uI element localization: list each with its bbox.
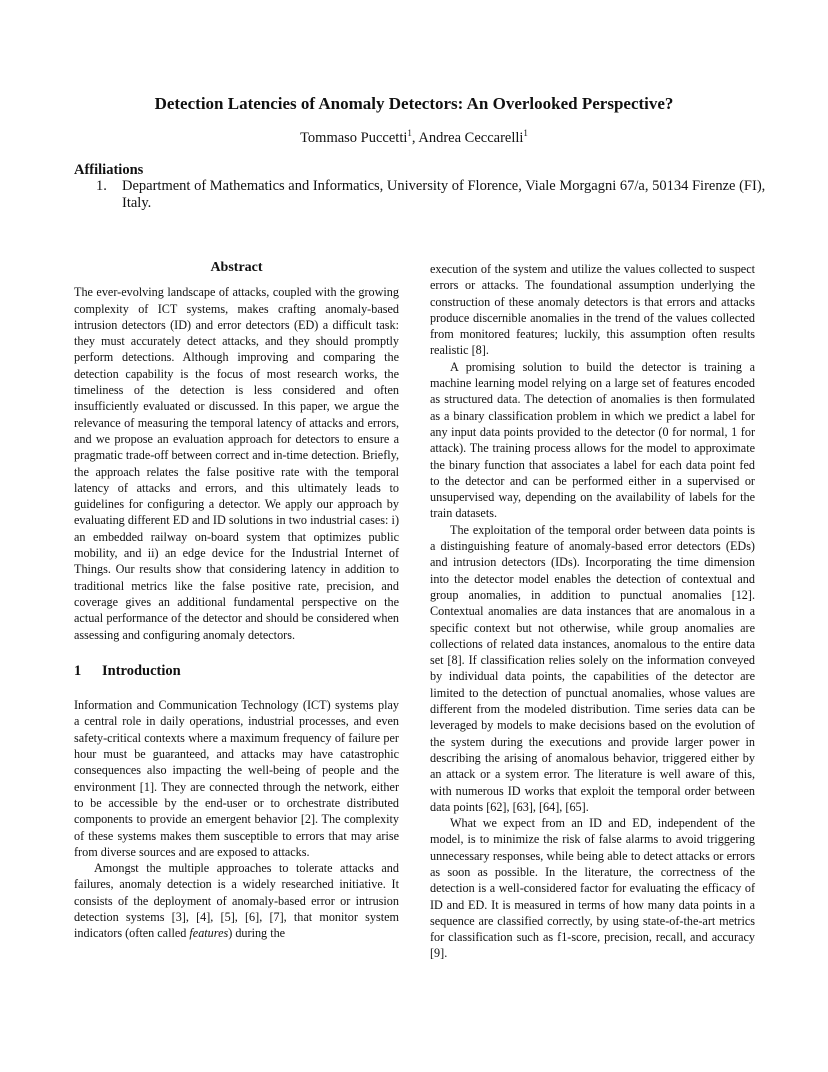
paragraph: execution of the system and utilize the values collected to suspect errors or attacks. The foundational assumption underlying the construction of these anomaly detectors is that errors and attacks produce discernible anomalies in the trend of the values collected from monitored features; luckily, this assumption often results realistic [8]. — [430, 262, 755, 358]
emphasized-term: features — [189, 926, 229, 941]
paragraph: The exploitation of the temporal order between data points is a distinguishing feature of anomaly-based error detectors (EDs) and intrusion detectors (IDs). Incorporating the time dimension into the detector model enables the detection of contextual and group anomalies, in addition to punctual anomalies [12]. Contextual anomalies are data instances that are anomalous in a specific context but not otherwise, while group anomalies are collections of related data instances, anomalous to the entire data set [8]. If classification relies solely on the information conveyed by individual data points, the capabilities of the detector are limited to the detection of punctual anomalies, whose values are different from the modeled distribution. Time series data can be leveraged by models to make decisions based on the evolution of the system during the executions and provide larger power in describing the arising of anomalous behavior, triggered either by an attack or a system error. The literature is well aware of this, with numerous ID works that exploit the temporal order between data points [62], [63], [64], [65]. — [430, 522, 755, 814]
affiliation-text: Department of Mathematics and Informatics, University of Florence, Viale Morgagni 67/a, 50134 Firenze (FI), Italy. — [122, 178, 766, 211]
author-separator: , — [411, 129, 419, 146]
author-name: Andrea Ceccarelli — [418, 129, 524, 146]
paragraph: A promising solution to build the detector is training a machine learning model relying on a large set of features encoded as structured data. The detection of anomalies is then formulated as a binary classification problem in which we predict a label for any input data points provided to the detector (0 for normal, 1 for attack). The training process allows for the model to approximate the binary function that associates a label for each data point fed to the detector and can be performed either in a supervised or unsupervised way, depending on the availability of labels for the train datasets. — [430, 359, 755, 521]
paper-title: Detection Latencies of Anomaly Detectors: An Overlooked Perspective? — [154, 94, 674, 113]
paragraph: What we expect from an ID and ED, independent of the model, is to minimize the risk of false alarms to avoid triggering unnecessary responses, while being able to detect attacks or errors as soon as possible. In the literature, the correctness of the detection is a well-considered factor for evaluating the efficacy of ID and ED. It is measured in terms of how many data points in a sequence are classified correctly, by using state-of-the-art metrics for classification such as f1-score, precision, recall, and accuracy [9]. — [430, 816, 755, 961]
abstract-text: The ever-evolving landscape of attacks, coupled with the growing complexity of ICT systems, makes crafting anomaly-based intrusion detectors (ID) and error detectors (ED) a difficult task: they must accurately detect attacks, and they should promptly perform detections. Although improving and comparing the detection capability is the focus of most research works, the timeliness of the detection is less considered and often insufficiently evaluated or discussed. In this paper, we argue the relevance of measuring the temporal latency of attacks and errors, and we propose an evaluation approach for detectors to ensure a pragmatic trade-off between correct and in-time detection. Briefly, the approach relates the false positive rate with the temporal latency of attacks and errors, and this ultimately leads to guidelines for configuring a detector. We apply our approach by evaluating different ED and ID solutions in two industrial cases: i) an embedded railway on-board system that optimizes public mobility, and ii) an edge device for the Industrial Internet of Things. Our results show that considering latency in addition to traditional metrics like the false positive rate, precision, and coverage gives an additional fundamental perspective on the actual performance of the detector and should be considered when assessing and configuring anomaly detectors. — [74, 285, 399, 642]
section-title: Introduction — [102, 662, 181, 679]
author-affiliation-mark: 1 — [523, 128, 528, 138]
author-name: Tommaso Puccetti — [300, 129, 408, 146]
paragraph-text: Amongst the multiple approaches to tolerate attacks and failures, anomaly detection is a widely researched initiative. It consists of the deployment of anomaly-based error or intrusion detection systems [3], [4], [5], [6], [7], that monitor system indicators (often called — [74, 861, 399, 941]
paragraph: Information and Communication Technology (ICT) systems play a central role in daily operations, industrial processes, and even safety-critical contexts where a maximum frequency of failure per hour must be guaranteed, and attacks may have catastrophic consequences also impacting the well-being of people and the environment [1]. They are connected through the network, either to be accessible by the end-user or to orchestrate distributed components to provide an emergent behavior [2]. The complexity of these systems makes them susceptible to errors that may arise from diverse sources and are exposed to attacks. — [74, 698, 399, 859]
author-affiliation-mark: 1 — [407, 128, 412, 138]
affiliation-number: 1. — [96, 178, 107, 194]
author-list — [0, 128, 828, 147]
left-column — [74, 258, 399, 942]
paragraph-text: ) during the — [228, 926, 286, 941]
affiliations-heading: Affiliations — [74, 162, 144, 178]
paragraph — [74, 860, 399, 941]
right-column — [430, 261, 755, 962]
section-number: 1 — [74, 662, 82, 679]
affiliation-item — [96, 178, 766, 212]
section-heading — [74, 663, 399, 679]
abstract-heading: Abstract — [210, 260, 263, 275]
